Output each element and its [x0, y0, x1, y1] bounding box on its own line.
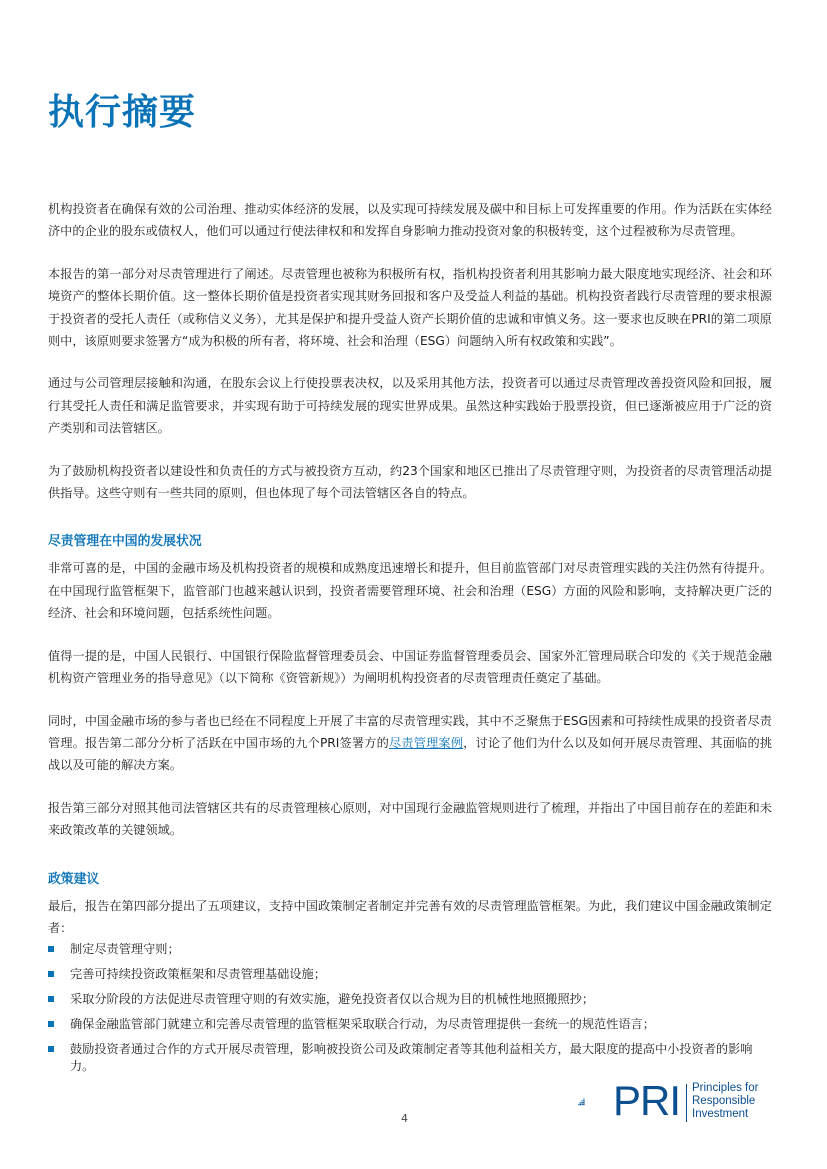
list-item: 鼓励投资者通过合作的方式开展尽责管理，影响被投资公司及政策制定者等其他利益相关方，最大限度的提高中小投资者的影响力。 [48, 1041, 772, 1075]
policy-lead: 最后，报告在第四部分提出了五项建议，支持中国政策制定者制定并完善有效的尽责管理监管框架。为此，我们建议中国金融政策制定者： [48, 898, 772, 935]
bullet-square-icon [48, 1021, 54, 1027]
bullet-square-icon [48, 1046, 54, 1052]
section-heading-china: 尽责管理在中国的发展状况 [48, 534, 202, 550]
case-text-after: ，讨论了他们为什么以及如何开展尽责管理、其面临的挑战以及可能的解决方案。 [48, 735, 773, 773]
section-heading-policy: 政策建议 [48, 871, 100, 887]
page-title: 执行摘要 [48, 92, 197, 133]
case-text-before: 同时，中国金融市场的参与者也已经在不同程度上开展了丰富的尽责管理实践，其中不乏聚焦于ESG因素和可持续性成果的投资者尽责管理。报告第二部分分析了活跃在中国市场的九个PRI签署方的 [48, 713, 772, 750]
logo-divider [686, 1084, 687, 1122]
list-item: 制定尽责管理守则； [48, 941, 772, 958]
intro-paragraph-4: 为了鼓励机构投资者以建设性和负责任的方式与被投资方互动，约23个国家和地区已推出了尽责管理守则，为投资者的尽责管理活动提供指导。这些守则有一些共同的原则，但也体现了每个司法管辖区各自的特点。 [48, 463, 772, 501]
list-item: 确保金融监管部门就建立和完善尽责管理的监管框架采取联合行动，为尽责管理提供一套统一的规范性语言； [48, 1016, 772, 1033]
bullet-square-icon [48, 971, 54, 977]
intro-paragraph-1: 机构投资者在确保有效的公司治理、推动实体经济的发展，以及实现可持续发展及碳中和目标上可发挥重要的作用。作为活跃在实体经济中的企业的股东或债权人，他们可以通过行使法律权和和发挥自身影响力推动投资对象的积极转变，这个过程被称为尽责管理。 [48, 202, 772, 239]
china-paragraph-3 [48, 710, 772, 777]
main-content [48, 198, 772, 1083]
bullet-square-icon [48, 996, 54, 1002]
list-item: 采取分阶段的方法促进尽责管理守则的有效实施，避免投资者仅以合规为目的机械性地照搬照抄； [48, 991, 772, 1008]
china-paragraph-1: 非常可喜的是，中国的金融市场及机构投资者的规模和成熟度迅速增长和提升，但目前监管部门对尽责管理实践的关注仍然有待提升。在中国现行监管框架下，监管部门也越来越认识到，投资者需要管理环境、社会和治理（ESG）方面的风险和影响，支持解决更广泛的经济、社会和环境问题，包括系统性问题。 [48, 561, 772, 621]
intro-paragraph-3: 通过与公司管理层接触和沟通，在股东会议上行使投票表决权，以及采用其他方法，投资者可以通过尽责管理改善投资风险和回报，履行其受托人责任和满足监管要求，并实现有助于可持续发展的现实世界成果。虽然这种实践始于股票投资，但已逐渐被应用于广泛的资产类别和司法管辖区。 [48, 376, 772, 436]
china-paragraph-2: 值得一提的是，中国人民银行、中国银行保险监督管理委员会、中国证券监督管理委员会、国家外汇管理局联合印发的《关于规范金融机构资产管理业务的指导意见》（以下简称《资管新规》）为阐明机构投资者的尽责管理责任奠定了基础。 [48, 648, 772, 686]
pri-logo-tagline: Principles for Responsible Investment [692, 1082, 759, 1120]
stewardship-cases-link[interactable]: 尽责管理案例 [388, 735, 464, 750]
pri-logo-icon [578, 1082, 618, 1122]
china-paragraph-4: 报告第三部分对照其他司法管辖区共有的尽责管理核心原则，对中国现行金融监管规则进行了梳理，并指出了中国目前存在的差距和未来政策改革的关键领域。 [48, 800, 772, 838]
bullet-square-icon [48, 946, 54, 952]
recommendation-list [48, 941, 772, 1075]
page-number: 4 [401, 1112, 408, 1125]
intro-paragraph-2: 本报告的第一部分对尽责管理进行了阐述。尽责管理也被称为积极所有权，指机构投资者利用其影响力最大限度地实现经济、社会和环境资产的整体长期价值。这一整体长期价值是投资者实现其财务回报和客户及受益人利益的基础。机构投资者践行尽责管理的要求根源于投资者的受托人责任（或称信义义务），尤其是保护和提升受益人资产长期价值的忠诚和审慎义务。这一要求也反映在PRI的第二项原则中，该原则要求签署方“成为积极的所有者，将环境、社会和治理（ESG）问题纳入所有权政策和实践”。 [48, 266, 772, 349]
list-item: 完善可持续投资政策框架和尽责管理基础设施； [48, 966, 772, 983]
pri-logo-wordmark: PRI [613, 1077, 681, 1124]
